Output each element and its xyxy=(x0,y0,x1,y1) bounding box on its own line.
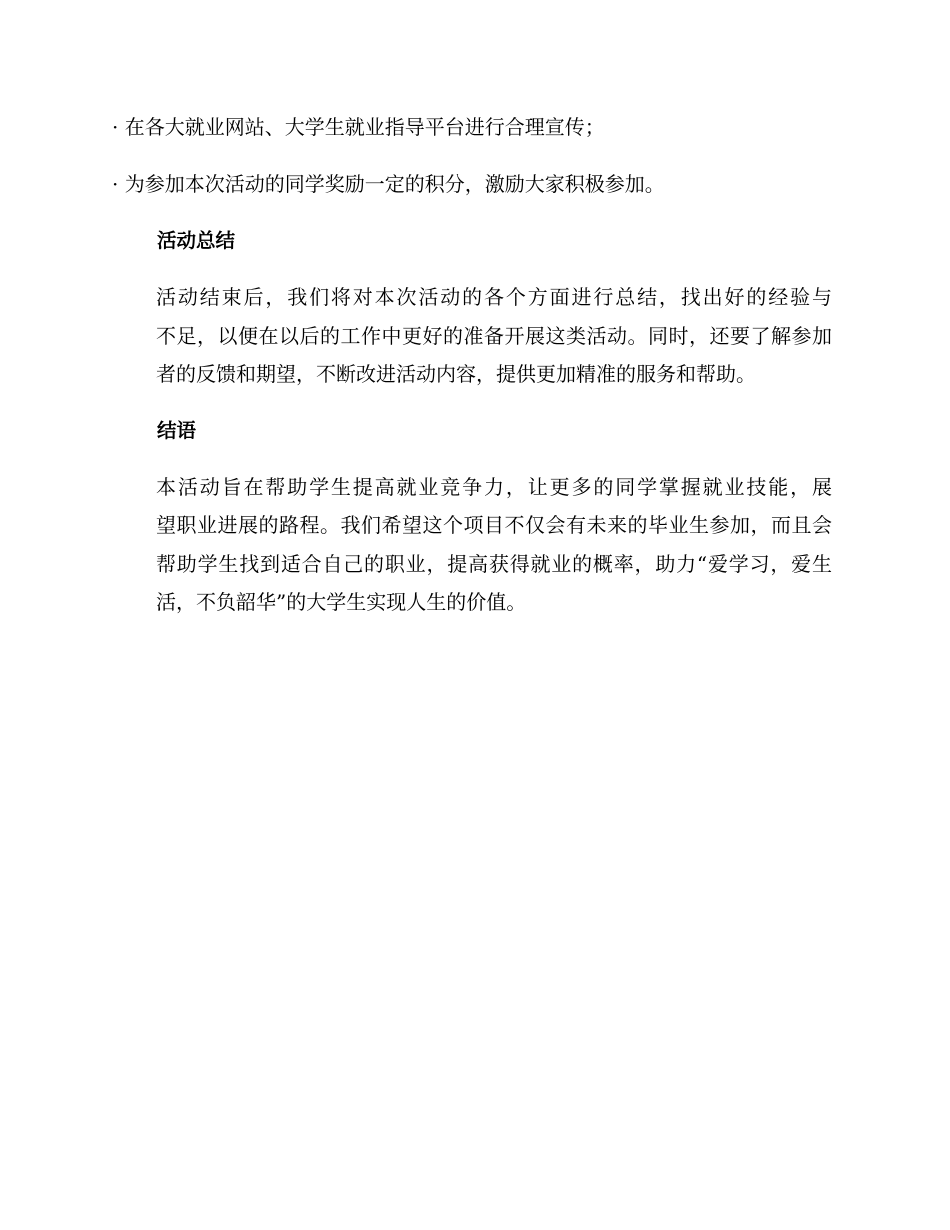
document-page xyxy=(112,108,832,640)
paragraph-line: 本活动旨在帮助学生提高就业竞争力，让更多的同学掌握就业技能，展 xyxy=(156,474,832,499)
paragraph-line: 活，不负韶华”的大学生实现人生的价值。 xyxy=(156,590,527,614)
paragraph-line: 帮助学生找到适合自己的职业，提高获得就业的概率，助力“爱学习，爱生 xyxy=(156,551,832,576)
paragraph-line: 望职业进展的路程。我们希望这个项目不仅会有未来的毕业生参加，而且会 xyxy=(156,513,832,537)
section-paragraph-conclusion xyxy=(112,468,832,622)
paragraph-line: 不足，以便在以后的工作中更好的准备开展这类活动。同时，还要了解参加 xyxy=(156,323,832,348)
paragraph-line: 活动结束后，我们将对本次活动的各个方面进行总结，找出好的经验与 xyxy=(156,285,832,309)
paragraph-line: 者的反馈和期望，不断改进活动内容，提供更加精准的服务和帮助。 xyxy=(156,362,756,386)
bullet-item-reward: · 为参加本次活动的同学奖励一定的积分，激励大家积极参加。 xyxy=(112,172,665,196)
section-paragraph-summary xyxy=(112,278,832,394)
bullet-item-promotion: · 在各大就业网站、大学生就业指导平台进行合理宣传； xyxy=(112,115,605,139)
section-heading-conclusion: 结语 xyxy=(157,418,197,442)
section-heading-summary: 活动总结 xyxy=(157,229,236,252)
